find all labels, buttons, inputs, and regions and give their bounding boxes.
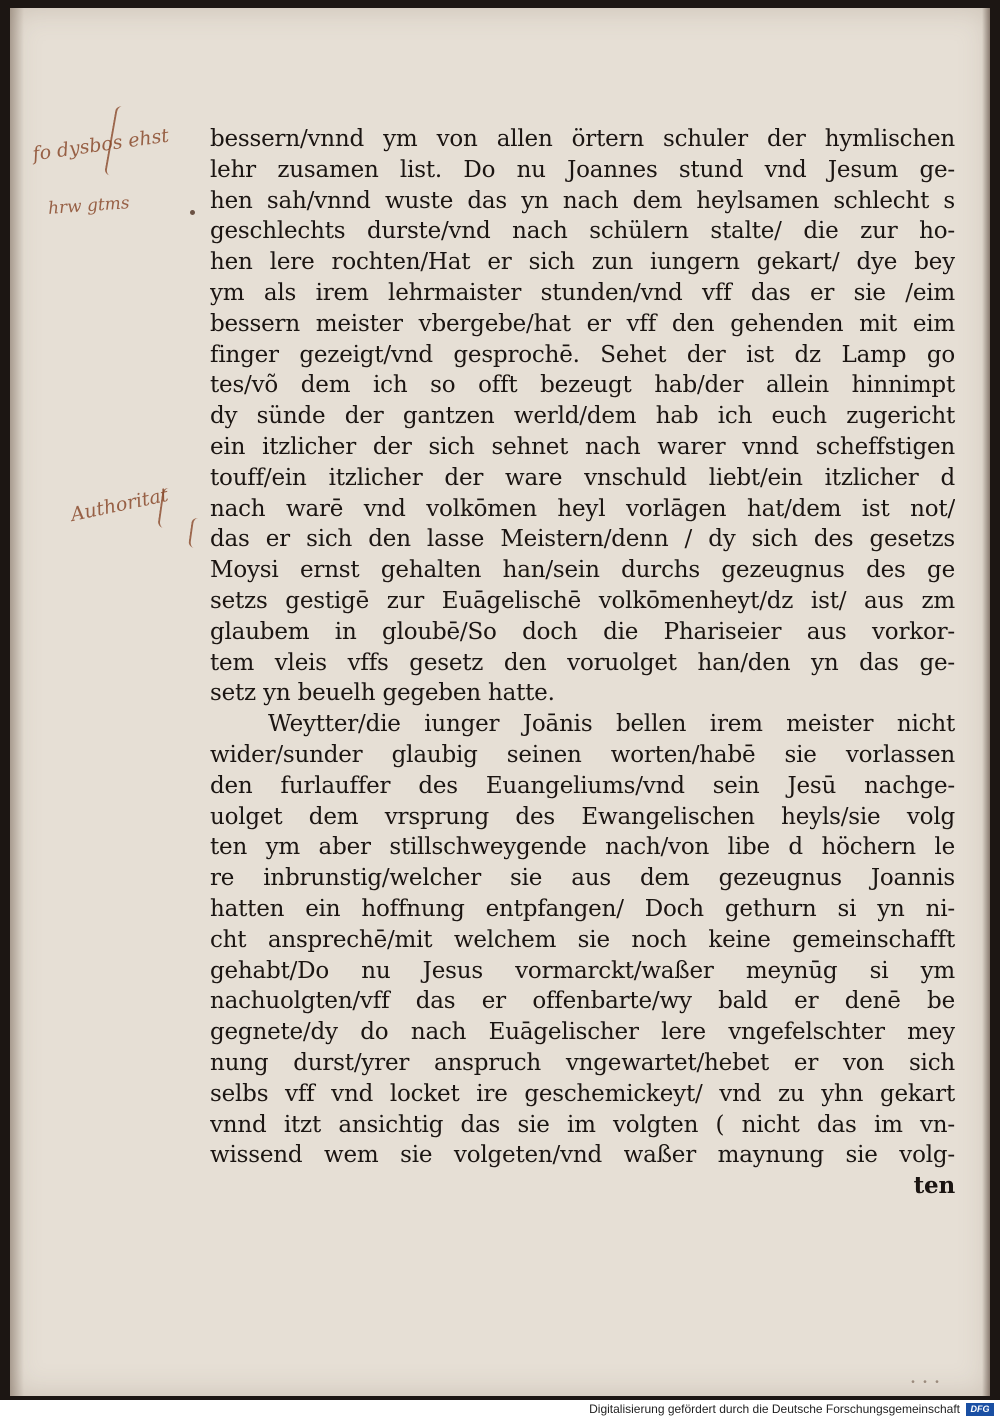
text-line: touff/ein itzlicher der ware vnschuld liebt/ein itzlicher d xyxy=(210,464,955,491)
book-page xyxy=(10,8,990,1396)
page-edge-shadow xyxy=(982,8,990,1396)
footer-bar xyxy=(0,1400,1000,1420)
text-line: vnnd itzt ansichtig das sie im volgten ( nicht das im vn- xyxy=(210,1111,955,1138)
text-line: hen lere rochten/Hat er sich zun iungern gekart/ dye bey xyxy=(210,249,955,276)
text-line: bessern meister vbergebe/hat er vff den gehenden mit eim xyxy=(210,310,955,337)
text-line: nachuolgten/vff das er offenbarte/wy bald er denē be xyxy=(210,988,955,1015)
ink-dot xyxy=(190,210,195,215)
marginal-note: fo dysbos ehst xyxy=(31,124,171,166)
text-line: uolget dem vrsprung des Ewangelischen heyls/sie volg xyxy=(210,803,955,830)
text-line: hatten ein hoffnung entpfangen/ Doch gethurn si yn ni- xyxy=(210,895,955,922)
text-line: glaubem in gloubē/So doch die Phariseier aus vorkor- xyxy=(210,618,955,645)
text-line: cht ansprechē/mit welchem sie noch keine gemeinschafft xyxy=(210,926,955,953)
text-line: dy sünde der gantzen werld/dem hab ich euch zugericht xyxy=(210,403,955,430)
text-line: Moysi ernst gehalten han/sein durchs gezeugnus des ge xyxy=(210,557,955,584)
dfg-logo: DFG xyxy=(966,1403,994,1416)
catchword: ten xyxy=(913,1172,955,1200)
text-line: geschlechts durste/vnd nach schülern stalte/ die zur ho- xyxy=(210,218,955,245)
text-line: selbs vff vnd locket ire geschemickeyt/ vnd zu yhn gekart xyxy=(210,1080,955,1107)
footer-credit: Digitalisierung gefördert durch die Deutsche Forschungsgemeinschaft xyxy=(589,1402,960,1416)
text-line: gegnete/dy do nach Euāgelischer lere vngefelschter mey xyxy=(210,1019,955,1046)
main-text-block xyxy=(210,124,955,1202)
text-line: tem vleis vffs gesetz den voruolget han/den yn das ge- xyxy=(210,649,955,676)
text-line: nach warē vnd volkōmen heyl vorlāgen hat/dem ist not/ xyxy=(210,495,955,522)
text-line: hen sah/vnnd wuste das yn nach dem heylsamen schlecht s xyxy=(210,187,955,214)
text-line: nung durst/yrer anspruch vngewartet/hebet er von sich xyxy=(210,1049,955,1076)
marginal-note: Authoritat xyxy=(68,483,171,527)
text-line: ein itzlicher der sich sehnet nach warer vnnd scheffstigen xyxy=(210,433,955,460)
marginal-note: hrw gtms xyxy=(47,193,131,219)
text-line: bessern/vnnd ym von allen örtern schuler der hymlischen xyxy=(210,126,955,152)
text-line: finger gezeigt/vnd gesprochē. Sehet der ist dz Lamp go xyxy=(210,341,955,368)
text-line: wissend wem sie volgeten/vnd waßer maynung sie volg- xyxy=(210,1142,955,1169)
text-line: tes/võ dem ich so offt bezeugt hab/der allein hinnimpt xyxy=(210,372,955,399)
marginal-bracket xyxy=(188,517,204,548)
text-line: gehabt/Do nu Jesus vormarckt/waßer meynūg si ym xyxy=(210,957,955,984)
scan-mark: • • • xyxy=(909,1378,940,1389)
text-line: setzs gestigē zur Euāgelischē volkōmenheyt/dz ist/ aus zm xyxy=(210,587,955,614)
page-spine-shadow xyxy=(10,8,24,1396)
text-line: ten ym aber stillschweygende nach/von libe d höchern le xyxy=(210,834,955,861)
text-line: re inbrunstig/welcher sie aus dem gezeugnus Joannis xyxy=(210,865,955,892)
text-line: den furlauffer des Euangeliums/vnd sein Jesū nachge- xyxy=(210,772,955,799)
text-line: ym als irem lehrmaister stunden/vnd vff das er sie /eim xyxy=(210,279,955,306)
text-line: Weytter/die iunger Joānis bellen irem meister nicht xyxy=(268,711,955,738)
text-line: das er sich den lasse Meistern/denn / dy sich des gesetzs xyxy=(210,526,955,553)
text-line: lehr zusamen list. Do nu Joannes stund vnd Jesum ge- xyxy=(210,156,955,183)
text-line: wider/sunder glaubig seinen worten/habē sie vorlassen xyxy=(210,741,955,768)
text-line: setz yn beuelh gegeben hatte. xyxy=(210,680,555,707)
